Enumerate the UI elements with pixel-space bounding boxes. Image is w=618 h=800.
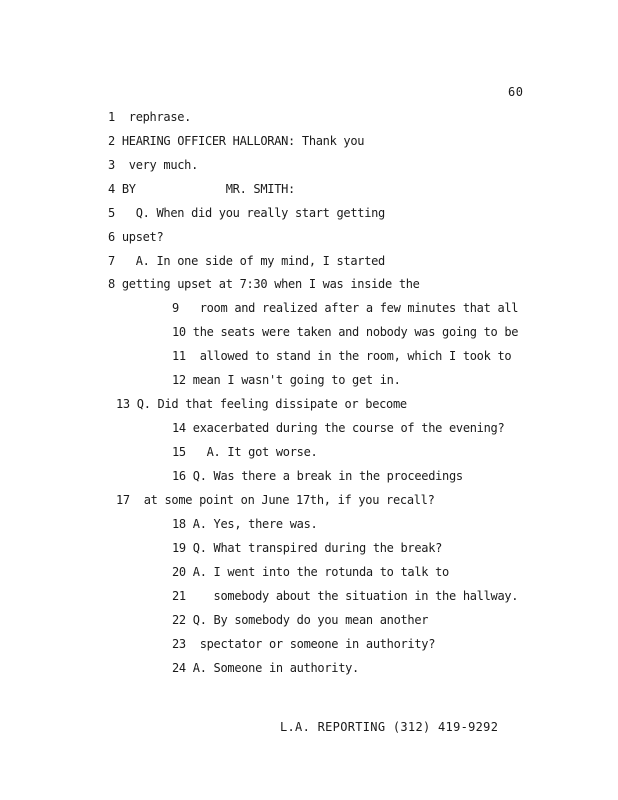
transcript-line: 22 Q. By somebody do you mean another (172, 613, 429, 627)
transcript-line: 12 mean I wasn't going to get in. (172, 373, 401, 387)
transcript-line: 23 spectator or someone in authority? (172, 637, 436, 651)
transcript-line: 20 A. I went into the rotunda to talk to (172, 565, 449, 579)
transcript-line: 21 somebody about the situation in the hallway. (172, 589, 519, 603)
transcript-line: 5 Q. When did you really start getting (108, 206, 385, 220)
transcript-line: 24 A. Someone in authority. (172, 661, 359, 675)
transcript-line: 19 Q. What transpired during the break? (172, 541, 443, 555)
transcript-line: 3 very much. (108, 158, 199, 172)
transcript-line: 7 A. In one side of my mind, I started (108, 254, 385, 268)
transcript-line: 14 exacerbated during the course of the evening? (172, 421, 505, 435)
page-number: 60 (508, 85, 524, 99)
transcript-line: 16 Q. Was there a break in the proceedings (172, 469, 463, 483)
transcript-line: 15 A. It got worse. (172, 445, 318, 459)
transcript-line: 9 room and realized after a few minutes that all (172, 301, 519, 315)
transcript-line: 11 allowed to stand in the room, which I took to (172, 349, 512, 363)
transcript-line: 10 the seats were taken and nobody was going to be (172, 325, 519, 339)
transcript-line: 1 rephrase. (108, 110, 192, 124)
transcript-line: 8 getting upset at 7:30 when I was inside the (108, 277, 420, 291)
transcript-line: 13 Q. Did that feeling dissipate or become (116, 397, 407, 411)
reporter-footer: L.A. REPORTING (312) 419-9292 (280, 720, 499, 734)
transcript-line: 6 upset? (108, 230, 164, 244)
transcript-line: 2 HEARING OFFICER HALLORAN: Thank you (108, 134, 365, 148)
transcript-line: 18 A. Yes, there was. (172, 517, 318, 531)
transcript-line: 4 BY MR. SMITH: (108, 182, 295, 196)
transcript-line: 17 at some point on June 17th, if you recall? (116, 493, 435, 507)
